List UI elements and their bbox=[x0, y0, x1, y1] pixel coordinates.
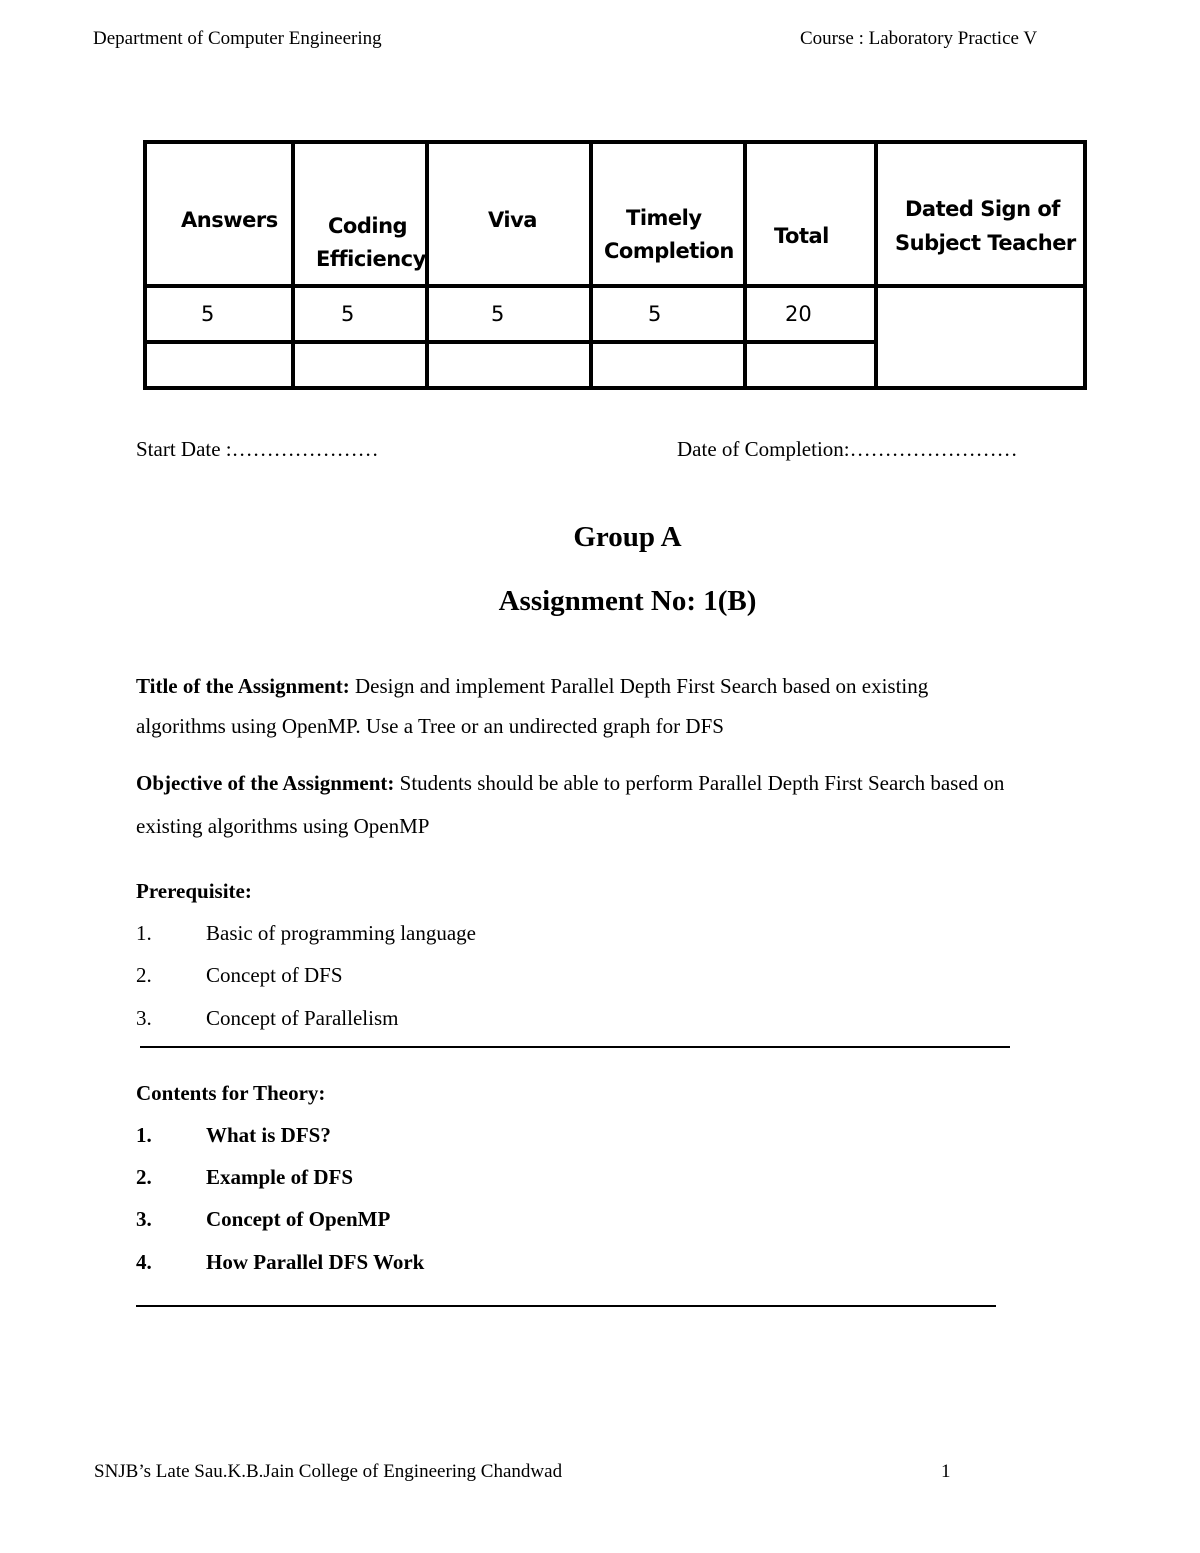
col-timely-completion bbox=[591, 142, 745, 286]
obtained-coding bbox=[293, 342, 427, 388]
col-answers bbox=[145, 142, 293, 286]
objective-text-line2: existing algorithms using OpenMP bbox=[136, 814, 430, 838]
obtained-total bbox=[745, 342, 876, 388]
start-date: Start Date :………………… bbox=[136, 437, 379, 461]
footer-college: SNJB’s Late Sau.K.B.Jain College of Engineering Chandwad bbox=[94, 1461, 563, 1482]
col-coding-efficiency bbox=[293, 142, 427, 286]
contents-item-2: Example of DFS bbox=[206, 1165, 353, 1189]
contents-num-4: 4. bbox=[136, 1250, 152, 1274]
col-answers-label: Answers bbox=[181, 208, 278, 232]
section-divider-bottom bbox=[136, 1305, 996, 1307]
marks-header-row bbox=[145, 142, 1085, 286]
col-coding-label-1: Coding bbox=[328, 214, 408, 238]
max-total: 20 bbox=[745, 286, 876, 342]
assignment-title bbox=[136, 674, 928, 699]
prereq-item-2: Concept of DFS bbox=[206, 963, 343, 987]
prereq-num-2: 2. bbox=[136, 963, 152, 987]
col-viva bbox=[427, 142, 591, 286]
contents-num-3: 3. bbox=[136, 1207, 152, 1231]
col-viva-label: Viva bbox=[488, 208, 537, 232]
max-coding: 5 bbox=[293, 286, 427, 342]
marks-table bbox=[143, 140, 1087, 390]
completion-date: Date of Completion:…………………… bbox=[677, 437, 1018, 461]
objective-text-line1: Students should be able to perform Parallel Depth First Search based on bbox=[399, 771, 1005, 795]
prerequisite-heading: Prerequisite: bbox=[136, 879, 252, 903]
marks-max-row bbox=[145, 286, 1085, 342]
contents-item-4: How Parallel DFS Work bbox=[206, 1250, 425, 1274]
prereq-item-1: Basic of programming language bbox=[206, 921, 477, 945]
max-viva: 5 bbox=[427, 286, 591, 342]
max-timely: 5 bbox=[591, 286, 745, 342]
contents-heading: Contents for Theory: bbox=[136, 1081, 326, 1105]
contents-num-2: 2. bbox=[136, 1165, 152, 1189]
obtained-timely bbox=[591, 342, 745, 388]
header-department: Department of Computer Engineering bbox=[93, 28, 382, 49]
obtained-answers bbox=[145, 342, 293, 388]
sign-cell bbox=[876, 286, 1085, 388]
assignment-objective bbox=[136, 771, 1004, 796]
contents-num-1: 1. bbox=[136, 1123, 152, 1147]
section-divider bbox=[140, 1046, 1010, 1048]
objective-label: Objective of the Assignment: bbox=[136, 771, 395, 795]
col-total-label: Total bbox=[774, 224, 829, 248]
col-total bbox=[745, 142, 876, 286]
assignment-heading: Assignment No: 1(B) bbox=[498, 585, 757, 617]
title-text-line2: algorithms using OpenMP. Use a Tree or an undirected graph for DFS bbox=[136, 714, 724, 738]
title-label: Title of the Assignment: bbox=[136, 674, 350, 698]
group-heading: Group A bbox=[573, 521, 682, 553]
obtained-viva bbox=[427, 342, 591, 388]
title-text-line1: Design and implement Parallel Depth First Search based on existing bbox=[354, 674, 929, 698]
col-coding-label-2: Efficiency bbox=[316, 247, 426, 271]
col-dated-sign bbox=[876, 142, 1085, 286]
header-course: Course : Laboratory Practice V bbox=[800, 28, 1038, 49]
max-answers: 5 bbox=[145, 286, 293, 342]
col-sign-label-1: Dated Sign of bbox=[905, 197, 1060, 221]
prereq-num-3: 3. bbox=[136, 1006, 152, 1030]
contents-item-1: What is DFS? bbox=[206, 1123, 331, 1147]
page-number: 1 bbox=[941, 1461, 951, 1482]
prereq-item-3: Concept of Parallelism bbox=[206, 1006, 399, 1030]
col-timely-label-1: Timely bbox=[626, 206, 702, 230]
prereq-num-1: 1. bbox=[136, 921, 152, 945]
col-sign-label-2: Subject Teacher bbox=[895, 231, 1076, 255]
contents-item-3: Concept of OpenMP bbox=[206, 1207, 391, 1231]
col-timely-label-2: Completion bbox=[604, 239, 734, 263]
